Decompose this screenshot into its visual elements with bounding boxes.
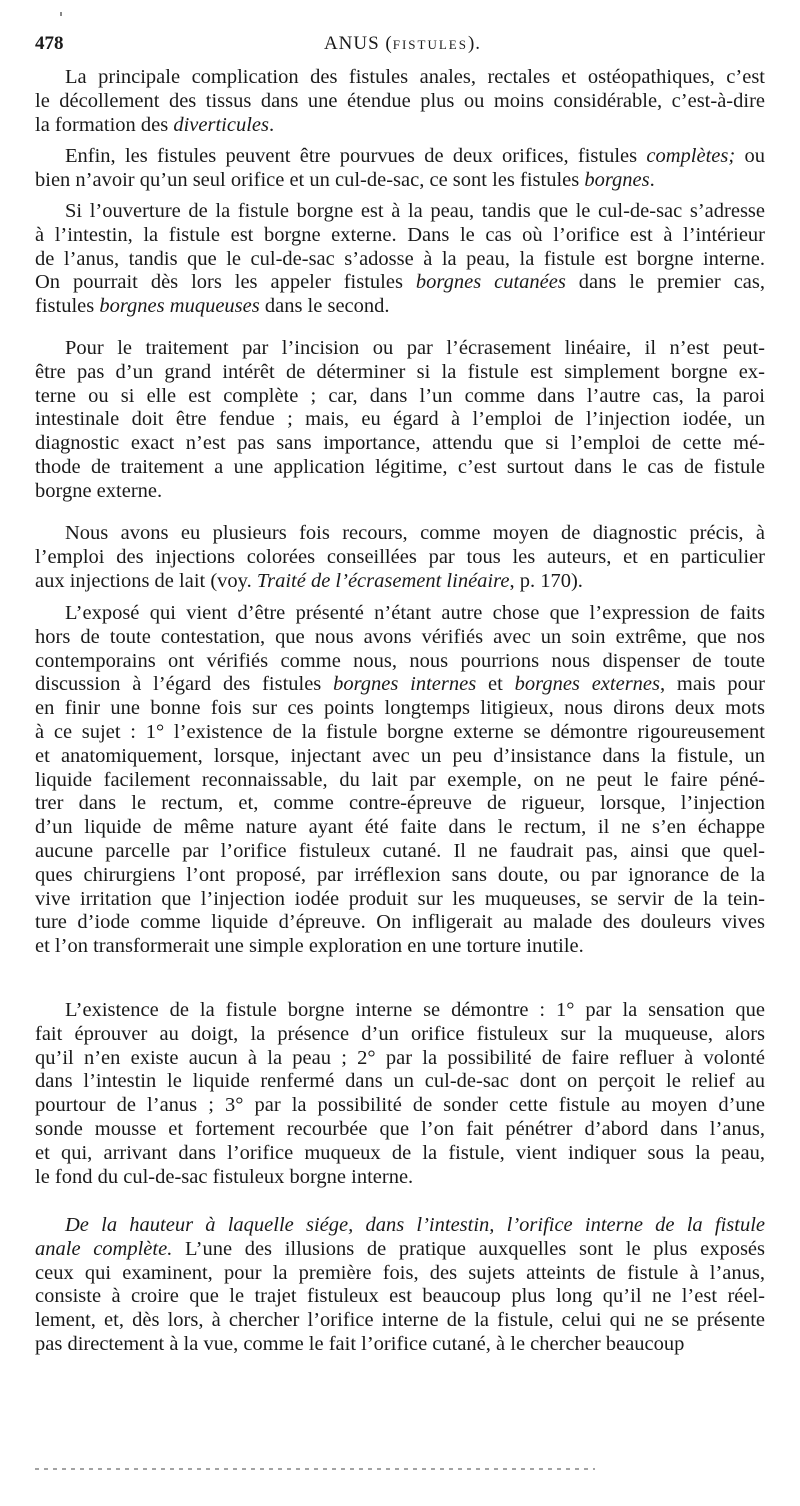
text-line [35,295,765,319]
text-run: pourtour de l’anus ; 3° par la possibilité de sonder cette fistule au moyen d’une [35,1094,765,1117]
text-run: Nous avons eu plusieurs fois recours, comme moyen de diagnostic précis, à [65,522,765,544]
text-run: lement, et, dès lors, à chercher l’orifice interne de la fistule, celui qui ne se présente [35,1309,765,1332]
text-run: et l’on transformerait une simple exploration en une torture inutile. [35,935,584,958]
text-run: Enfin, les fistules peuvent être pourvues de deux orifices, fistules [65,145,647,167]
text-line [35,697,765,721]
text-run: L’exposé qui vient d’être présenté n’étant autre chose que l’expression de faits [65,602,765,624]
text-run: pas directement à la vue, comme le fait l’orifice cutané, à le chercher beaucoup [35,1332,685,1355]
text-line [35,792,765,816]
italic-text: borgnes [584,168,650,191]
text-run: et qui, arrivant dans l’orifice muqueux de la fistule, vient indiquer sous la peau, [35,1141,765,1164]
text-line [35,200,765,224]
text-run: en finir une bonne fois sur ces points longtemps litigieux, nous dirons deux mots [35,697,765,720]
text-line [35,522,765,546]
text-line [35,169,765,193]
text-run: dans le premier cas, [565,271,765,294]
text-line [35,114,765,138]
text-run: à l’intestin, la fistule est borgne externe. Dans le cas où l’orifice est à l’intérieur [35,223,765,246]
text-line [35,650,765,674]
text-run: thode de traitement a une application légitime, c’est surtout dans le cas de fistule [35,455,765,478]
text-run: vive irritation que l’injection iodée produit sur les muqueuses, se servir de la tein- [35,887,765,910]
footer-rule [35,1468,595,1470]
text-line [35,1214,765,1238]
text-line [35,546,765,570]
text-run: liquide facilement reconnaissable, du lait par exemple, on ne peut le faire péné- [35,768,765,791]
text-line [35,1285,765,1309]
text-run: l’emploi des injections colorées conseillées par tous les auteurs, et en particulier [35,545,765,568]
text-line [35,337,765,361]
text-run: et anatomiquement, lorsque, injectant avec un peu d’insistance dans la fistule, un [35,744,765,767]
text-line [35,90,765,114]
text-line [35,1333,765,1357]
page-number: 478 [35,33,64,54]
text-line [35,361,765,385]
text-run: qu’il n’en existe aucun à la peau ; 2° par la possibilité de faire refluer à volonté [35,1046,765,1069]
text-run: La principale complication des fistules anales, rectales et ostéopathiques, c’est [65,66,765,88]
text-run: d’un liquide de même nature ayant été faite dans le rectum, il ne s’en échappe [35,816,765,839]
paragraph-injections [35,522,765,593]
text-line [35,145,765,169]
text-line [35,570,765,594]
italic-text: borgnes externes [514,673,660,696]
text-line [35,480,765,504]
text-run: bien n’avoir qu’un seul orifice et un cul-de-sac, ce sont les fistules [35,168,585,191]
text-run: consiste à croire que le trajet fistuleux est beaucoup plus long qu’il ne l’est réel- [35,1285,765,1308]
text-run: Si l’ouverture de la fistule borgne est à la peau, tandis que le cul-de-sac s’adresse [65,200,765,222]
text-line [35,888,765,912]
text-run: de l’anus, tandis que le cul-de-sac s’adosse à la peau, la fistule est borgne interne. [35,247,765,270]
text-line [35,432,765,456]
text-run: borgne externe. [35,479,163,502]
text-line [35,66,765,90]
paragraph-borgne [35,200,765,319]
italic-text: Traité de l’écrasement linéaire [256,569,510,592]
text-line [35,1309,765,1333]
text-line [35,840,765,864]
paragraph-expose [35,602,765,959]
text-run: trer dans le rectum, et, comme contre-épreuve de rigueur, lorsque, l’injection [35,792,765,815]
italic-text: complètes; [646,145,736,167]
text-run: intestinale doit être fendue ; mais, eu égard à l’emploi de l’injection iodée, un [35,408,765,431]
text-run: aucune parcelle par l’orifice fistuleux cutané. Il ne faudrait pas, ainsi que quel- [35,839,765,862]
text-run: On pourrait dès lors les appeler fistules [35,271,416,294]
text-line [35,271,765,295]
paragraph-complications [35,66,765,137]
text-run: . [649,168,655,191]
text-line [35,626,765,650]
italic-text: borgnes cutanées [415,271,566,294]
text-line [35,385,765,409]
text-line [35,1047,765,1071]
text-run: . [268,113,275,136]
text-run: et [476,673,515,696]
text-run: diagnostic exact n’est pas sans importance, attendu que si l’emploi de cette mé- [35,432,765,455]
text-line [35,911,765,935]
paragraph-orifices [35,145,765,193]
text-run: ture d’iode comme liquide d’épreuve. On infligerait au malade des douleurs vives [35,911,765,934]
text-line [35,1023,765,1047]
running-head-close: ). [467,33,482,54]
italic-text: borgnes muqueuses [99,295,260,318]
text-run: contemporains ont vérifiés comme nous, nous pourrions nous dispenser de toute [35,649,765,672]
text-line [35,224,765,248]
text-run: , mais pour [660,673,766,696]
text-line [35,745,765,769]
text-line [35,1166,765,1190]
text-run: le décollement des tissus dans une étendue plus ou moins considérable, c’est-à-dire [35,89,765,112]
text-run: dans le second. [259,295,390,318]
running-head [35,33,770,55]
italic-text: anale complète. [35,1237,173,1260]
text-run: L’une des illusions de pratique auxquelles sont le plus exposés [172,1237,765,1260]
running-head-sub: FISTULES [392,37,468,52]
text-line [35,602,765,626]
text-line [35,1118,765,1142]
text-run: hors de toute contestation, que nous avons vérifiés avec un soin extrême, que nos [35,625,765,648]
text-line [35,999,765,1023]
text-line [35,935,765,959]
page-header [35,33,770,61]
text-line [35,816,765,840]
text-line [35,1094,765,1118]
text-run: aux injections de lait (voy. [35,569,257,592]
text-run: L’existence de la fistule borgne interne se démontre : 1° par la sensation que [65,999,765,1021]
running-head-main: ANUS ( [323,33,393,54]
text-line [35,769,765,793]
text-run: la formation des [35,113,174,136]
text-run: fistules [35,295,100,318]
scan-mark [60,12,62,16]
italic-text: borgnes internes [333,673,477,696]
text-run: Pour le traitement par l’incision ou par l’écrasement linéaire, il n’est peut- [65,337,765,359]
text-line [35,1262,765,1286]
text-run: , p. 170). [509,569,583,592]
text-line [35,408,765,432]
text-line [35,864,765,888]
text-run: à ce sujet : 1° l’existence de la fistule borgne externe se démontre rigoureusement [35,720,765,743]
text-run: être pas d’un grand intérêt de déterminer si la fistule est simplement borgne ex- [35,360,765,383]
paragraph-hauteur [35,1214,765,1357]
text-run: ceux qui examinent, pour la première fois, des sujets atteints de fistule à l’anus, [35,1261,765,1284]
text-run: ques chirurgiens l’ont proposé, par irréflexion sans doute, ou par ignorance de la [35,863,765,886]
text-run: sonde mousse et fortement recourbée que l’on fait pénétrer d’abord dans l’anus, [35,1117,765,1140]
italic-text: De la hauteur à laquelle siége, dans l’intestin, l’orifice interne de la fistule [65,1214,765,1236]
text-line [35,1070,765,1094]
text-line [35,1238,765,1262]
text-line [35,456,765,480]
text-run: ou [735,145,765,167]
text-run: discussion à l’égard des fistules [35,673,334,696]
text-line [35,1142,765,1166]
text-line [35,721,765,745]
text-line [35,248,765,272]
text-run: fait éprouver au doigt, la présence d’un orifice fistuleux sur la muqueuse, alors [35,1022,765,1045]
italic-text: diverticules [173,113,269,136]
text-line [35,673,765,697]
text-run: terne ou si elle est complète ; car, dans l’un comme dans l’autre cas, la paroi [35,384,765,407]
text-run: le fond du cul-de-sac fistuleux borgne interne. [35,1165,414,1188]
paragraph-borgne-interne [35,999,765,1189]
paragraph-traitement [35,337,765,504]
text-run: dans l’intestin le liquide renfermé dans un cul-de-sac dont on perçoit le relief au [35,1070,765,1093]
